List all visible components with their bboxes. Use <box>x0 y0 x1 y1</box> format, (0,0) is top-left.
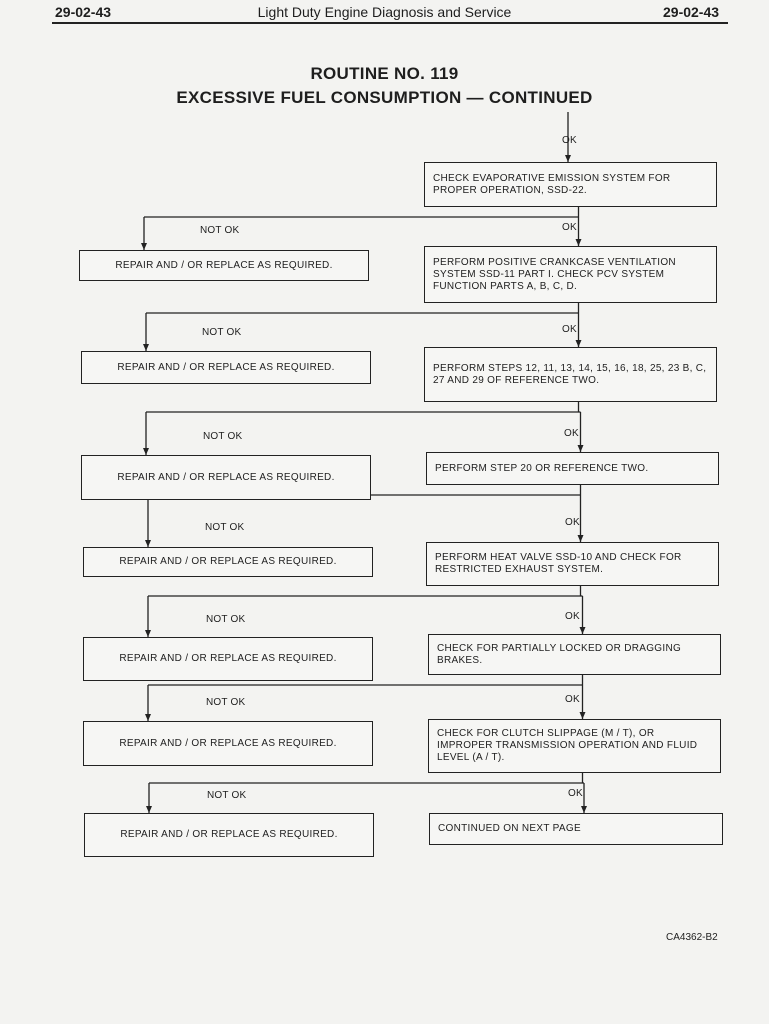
continued-next-page-box <box>429 813 723 845</box>
arrow-ok-7 <box>581 806 587 813</box>
not-ok-label-3: NOT OK <box>203 431 243 442</box>
repair-box-6 <box>83 721 373 766</box>
repair-box-4-text: REPAIR AND / OR REPLACE AS REQUIRED. <box>119 556 337 567</box>
repair-box-7 <box>84 813 374 857</box>
repair-box-1 <box>79 250 369 281</box>
ok-label-5: OK <box>565 517 580 528</box>
repair-box-6-text: REPAIR AND / OR REPLACE AS REQUIRED. <box>119 737 337 749</box>
arrow-ok-4 <box>578 535 584 542</box>
routine-subtitle: EXCESSIVE FUEL CONSUMPTION — CONTINUED <box>176 88 593 107</box>
ok-label-4: OK <box>564 428 579 439</box>
repair-box-3-text: REPAIR AND / OR REPLACE AS REQUIRED. <box>117 471 335 483</box>
arrow-ok-3 <box>578 445 584 452</box>
arrow-ok-5 <box>580 627 586 634</box>
repair-box-7-text: REPAIR AND / OR REPLACE AS REQUIRED. <box>120 829 338 840</box>
repair-box-2-text: REPAIR AND / OR REPLACE AS REQUIRED. <box>117 361 335 373</box>
ok-label-7: OK <box>565 694 580 705</box>
step-box-7 <box>428 719 721 773</box>
ok-label-1: OK <box>562 135 577 146</box>
ok-label-8: OK <box>568 788 583 799</box>
running-header-title: Light Duty Engine Diagnosis and Service <box>257 4 512 20</box>
arrow-not-ok-5 <box>145 630 151 637</box>
repair-box-4 <box>83 547 373 577</box>
figure-code: CA4362-B2 <box>666 932 718 943</box>
step-box-2 <box>424 246 717 303</box>
step-box-6-text: CHECK FOR PARTIALLY LOCKED OR DRAGGING BRAKES. <box>437 642 682 666</box>
arrow-not-ok-6 <box>145 714 151 721</box>
arrow-not-ok-2 <box>143 344 149 351</box>
not-ok-label-7: NOT OK <box>207 790 247 801</box>
step-box-5-text: PERFORM HEAT VALVE SSD-10 AND CHECK FOR RESTRICTED EXHAUST SYSTEM. <box>435 552 682 575</box>
arrow-ok-6 <box>580 712 586 719</box>
step-box-4 <box>426 452 719 485</box>
step-box-1-text: CHECK EVAPORATIVE EMISSION SYSTEM FOR PROPER OPERATION, SSD-22. <box>433 172 671 196</box>
step-box-5 <box>426 542 719 586</box>
step-box-7-text: CHECK FOR CLUTCH SLIPPAGE (M / T), OR IMPROPER TRANSMISSION OPERATION AND FLUID LEVEL (A / T). <box>437 728 698 763</box>
ok-label-6: OK <box>565 611 580 622</box>
not-ok-label-4: NOT OK <box>205 522 245 533</box>
step-box-2-text: PERFORM POSITIVE CRANKCASE VENTILATION SYSTEM SSD-11 PART I. CHECK PCV SYSTEM FUNCTION PARTS A, B, C, D. <box>433 256 676 292</box>
repair-box-1-text: REPAIR AND / OR REPLACE AS REQUIRED. <box>115 259 333 271</box>
repair-box-5 <box>83 637 373 681</box>
repair-box-5-text: REPAIR AND / OR REPLACE AS REQUIRED. <box>119 653 337 664</box>
arrow-not-ok-1 <box>141 243 147 250</box>
entry-arrow <box>565 155 571 162</box>
not-ok-label-6: NOT OK <box>206 697 246 708</box>
ok-label-2: OK <box>562 222 577 233</box>
step-box-3-text: PERFORM STEPS 12, 11, 13, 14, 15, 16, 18, 25, 23 B, C, 27 AND 29 OF REFERENCE TWO. <box>433 362 707 386</box>
arrow-not-ok-3 <box>143 448 149 455</box>
not-ok-label-2: NOT OK <box>202 327 242 338</box>
not-ok-label-1: NOT OK <box>200 225 240 236</box>
continued-next-page-box-text: CONTINUED ON NEXT PAGE <box>438 823 581 834</box>
step-box-3 <box>424 347 717 402</box>
step-box-1 <box>424 162 717 207</box>
repair-box-2 <box>81 351 371 384</box>
repair-box-3 <box>81 455 371 500</box>
arrow-not-ok-7 <box>146 806 152 813</box>
page-number-left: 29-02-43 <box>55 4 112 20</box>
arrow-ok-2 <box>576 340 582 347</box>
arrow-not-ok-4 <box>145 540 151 547</box>
routine-title: ROUTINE NO. 119 <box>310 64 459 83</box>
step-box-6 <box>428 634 721 675</box>
page-number-right: 29-02-43 <box>663 4 720 20</box>
step-box-4-text: PERFORM STEP 20 OR REFERENCE TWO. <box>435 462 649 474</box>
not-ok-label-5: NOT OK <box>206 614 246 625</box>
arrow-ok-1 <box>576 239 582 246</box>
ok-label-3: OK <box>562 324 577 335</box>
